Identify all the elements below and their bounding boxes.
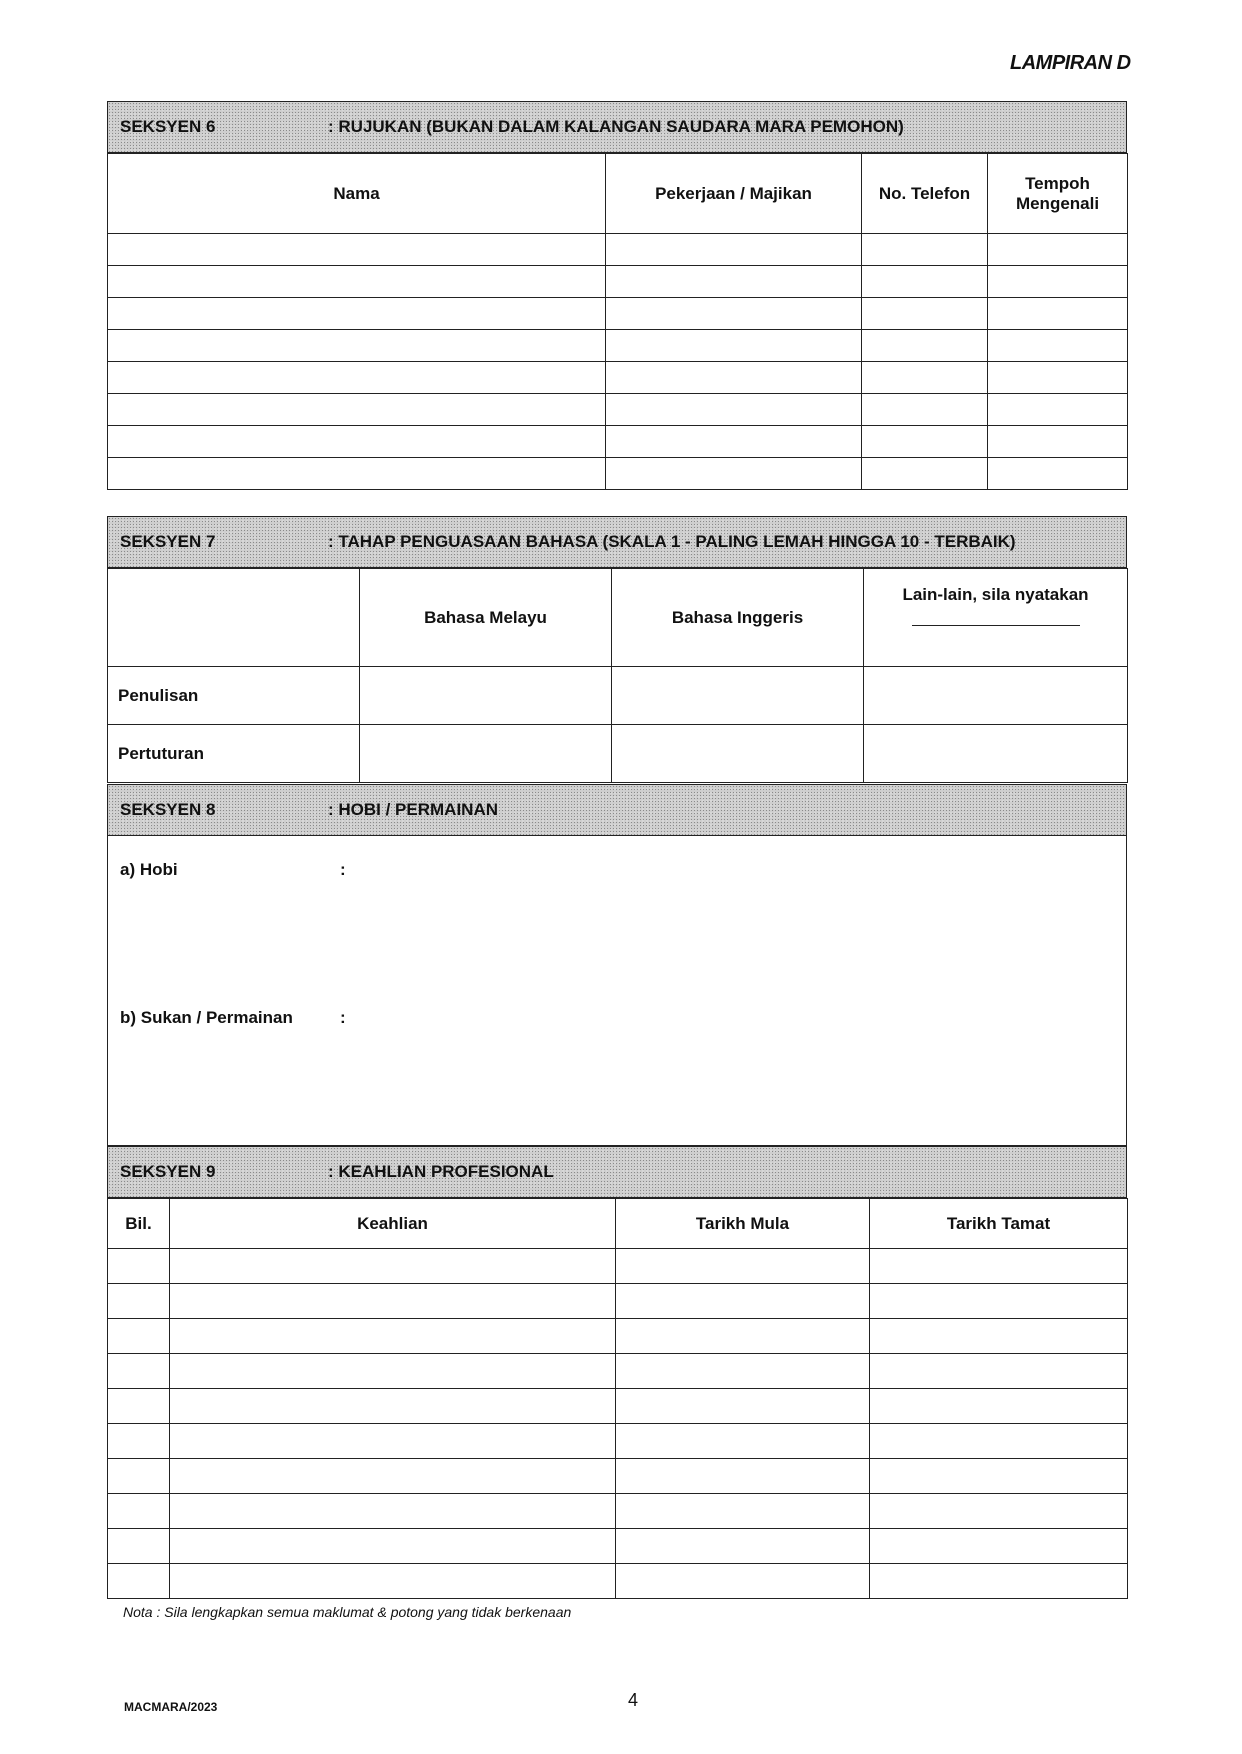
section-9-header [107, 1146, 1127, 1198]
section-9-title: : KEAHLIAN PROFESIONAL [328, 1162, 554, 1181]
section-8-header [107, 784, 1127, 836]
col-header-bahasa-inggeris: Bahasa Inggeris [612, 569, 864, 667]
pekerjaan-cell[interactable] [606, 426, 862, 458]
section-6-number: SEKSYEN 6 [120, 117, 216, 136]
table-row [108, 1249, 1128, 1284]
telefon-cell[interactable] [862, 394, 988, 426]
sport-label: b) Sukan / Permainan [120, 1008, 293, 1027]
hobby-input[interactable] [356, 860, 1056, 880]
keahlian-cell[interactable] [170, 1319, 616, 1354]
footnote: Nota : Sila lengkapkan semua maklumat & potong yang tidak berkenaan [123, 1604, 572, 1620]
table-row [108, 1564, 1128, 1599]
pertuturan-bahasa-melayu[interactable] [360, 725, 612, 783]
tarikh-tamat-cell[interactable] [870, 1424, 1128, 1459]
bil-cell[interactable] [108, 1564, 170, 1599]
col-header-blank [108, 569, 360, 667]
row-label-pertuturan: Pertuturan [108, 725, 360, 783]
table-row [108, 1389, 1128, 1424]
page-number: 4 [628, 1690, 639, 1710]
hobby-box [107, 836, 1127, 1146]
bil-cell[interactable] [108, 1424, 170, 1459]
tempoh-cell[interactable] [988, 362, 1128, 394]
tempoh-cell[interactable] [988, 394, 1128, 426]
form-code: MACMARA/2023 [124, 1700, 218, 1714]
tarikh-tamat-cell[interactable] [870, 1389, 1128, 1424]
tarikh-tamat-cell[interactable] [870, 1529, 1128, 1564]
keahlian-cell[interactable] [170, 1284, 616, 1319]
col-header-tarikh-mula: Tarikh Mula [616, 1199, 870, 1249]
pertuturan-bahasa-inggeris[interactable] [612, 725, 864, 783]
table-row [108, 426, 1128, 458]
pekerjaan-cell[interactable] [606, 266, 862, 298]
hobby-label: a) Hobi [120, 860, 178, 879]
references-table [107, 153, 1128, 490]
language-row-penulisan [108, 667, 1128, 725]
section-7-header [107, 516, 1127, 568]
col-header-bil: Bil. [108, 1199, 170, 1249]
telefon-cell[interactable] [862, 234, 988, 266]
penulisan-lain-lain[interactable] [864, 667, 1128, 725]
language-table [107, 568, 1128, 783]
bil-cell[interactable] [108, 1319, 170, 1354]
nama-cell[interactable] [108, 362, 606, 394]
tarikh-mula-cell[interactable] [616, 1494, 870, 1529]
pekerjaan-cell[interactable] [606, 458, 862, 490]
tarikh-mula-cell[interactable] [616, 1354, 870, 1389]
membership-table [107, 1198, 1128, 1599]
col-header-lain-lain [864, 569, 1128, 667]
keahlian-cell[interactable] [170, 1494, 616, 1529]
table-row [108, 234, 1128, 266]
tarikh-mula-cell[interactable] [616, 1459, 870, 1494]
table-row [108, 266, 1128, 298]
references-rows [108, 234, 1128, 490]
tarikh-tamat-cell[interactable] [870, 1354, 1128, 1389]
bil-cell[interactable] [108, 1354, 170, 1389]
table-row [108, 1529, 1128, 1564]
pekerjaan-cell[interactable] [606, 330, 862, 362]
tempoh-cell[interactable] [988, 330, 1128, 362]
col-header-bahasa-melayu: Bahasa Melayu [360, 569, 612, 667]
section-6-title: : RUJUKAN (BUKAN DALAM KALANGAN SAUDARA MARA PEMOHON) [328, 117, 904, 136]
bil-cell[interactable] [108, 1389, 170, 1424]
keahlian-cell[interactable] [170, 1424, 616, 1459]
table-row [108, 394, 1128, 426]
col-header-nama: Nama [108, 154, 606, 234]
tarikh-tamat-cell[interactable] [870, 1564, 1128, 1599]
tarikh-mula-cell[interactable] [616, 1424, 870, 1459]
table-row [108, 1284, 1128, 1319]
annex-label: LAMPIRAN D [1010, 52, 1131, 74]
keahlian-cell[interactable] [170, 1389, 616, 1424]
col-header-tempoh: Tempoh Mengenali [988, 154, 1128, 234]
col-header-telefon: No. Telefon [862, 154, 988, 234]
sport-field [120, 1008, 1056, 1028]
telefon-cell[interactable] [862, 330, 988, 362]
tarikh-tamat-cell[interactable] [870, 1459, 1128, 1494]
pekerjaan-cell[interactable] [606, 362, 862, 394]
section-7-title: : TAHAP PENGUASAAN BAHASA (SKALA 1 - PALING LEMAH HINGGA 10 - TERBAIK) [328, 532, 1016, 551]
tarikh-mula-cell[interactable] [616, 1564, 870, 1599]
sport-separator: : [340, 1008, 346, 1027]
nama-cell[interactable] [108, 394, 606, 426]
tarikh-tamat-cell[interactable] [870, 1249, 1128, 1284]
telefon-cell[interactable] [862, 266, 988, 298]
tempoh-cell[interactable] [988, 234, 1128, 266]
pertuturan-lain-lain[interactable] [864, 725, 1128, 783]
keahlian-cell[interactable] [170, 1564, 616, 1599]
pekerjaan-cell[interactable] [606, 298, 862, 330]
keahlian-cell[interactable] [170, 1529, 616, 1564]
col-header-keahlian: Keahlian [170, 1199, 616, 1249]
telefon-cell[interactable] [862, 458, 988, 490]
section-6-header [107, 101, 1127, 153]
nama-cell[interactable] [108, 458, 606, 490]
tempoh-cell[interactable] [988, 458, 1128, 490]
table-row [108, 458, 1128, 490]
tarikh-mula-cell[interactable] [616, 1249, 870, 1284]
telefon-cell[interactable] [862, 362, 988, 394]
keahlian-cell[interactable] [170, 1249, 616, 1284]
tarikh-tamat-cell[interactable] [870, 1494, 1128, 1529]
row-label-penulisan: Penulisan [108, 667, 360, 725]
tarikh-mula-cell[interactable] [616, 1284, 870, 1319]
telefon-cell[interactable] [862, 298, 988, 330]
col-header-tarikh-tamat: Tarikh Tamat [870, 1199, 1128, 1249]
sport-input[interactable] [356, 1008, 1056, 1028]
table-row [108, 1459, 1128, 1494]
table-row [108, 1319, 1128, 1354]
section-8-number: SEKSYEN 8 [120, 800, 216, 819]
language-row-pertuturan [108, 725, 1128, 783]
table-row [108, 1424, 1128, 1459]
penulisan-bahasa-inggeris[interactable] [612, 667, 864, 725]
telefon-cell[interactable] [862, 426, 988, 458]
col-header-pekerjaan: Pekerjaan / Majikan [606, 154, 862, 234]
bil-cell[interactable] [108, 1459, 170, 1494]
pekerjaan-cell[interactable] [606, 394, 862, 426]
lain-lain-label: Lain-lain, sila nyatakan [902, 585, 1089, 604]
tarikh-mula-cell[interactable] [616, 1389, 870, 1424]
bil-cell[interactable] [108, 1494, 170, 1529]
nama-cell[interactable] [108, 266, 606, 298]
nama-cell[interactable] [108, 330, 606, 362]
pekerjaan-cell[interactable] [606, 234, 862, 266]
tempoh-cell[interactable] [988, 426, 1128, 458]
tarikh-tamat-cell[interactable] [870, 1284, 1128, 1319]
penulisan-bahasa-melayu[interactable] [360, 667, 612, 725]
keahlian-cell[interactable] [170, 1459, 616, 1494]
nama-cell[interactable] [108, 298, 606, 330]
tarikh-mula-cell[interactable] [616, 1529, 870, 1564]
table-row [108, 362, 1128, 394]
bil-cell[interactable] [108, 1529, 170, 1564]
hobby-field [120, 860, 1056, 880]
table-row [108, 298, 1128, 330]
tempoh-cell[interactable] [988, 298, 1128, 330]
tarikh-tamat-cell[interactable] [870, 1319, 1128, 1354]
section-7-number: SEKSYEN 7 [120, 532, 216, 551]
nama-cell[interactable] [108, 234, 606, 266]
hobby-separator: : [340, 860, 346, 879]
bil-cell[interactable] [108, 1284, 170, 1319]
other-language-input[interactable] [912, 611, 1080, 626]
bil-cell[interactable] [108, 1249, 170, 1284]
table-row [108, 330, 1128, 362]
keahlian-cell[interactable] [170, 1354, 616, 1389]
tempoh-cell[interactable] [988, 266, 1128, 298]
membership-rows [108, 1249, 1128, 1599]
tarikh-mula-cell[interactable] [616, 1319, 870, 1354]
table-row [108, 1494, 1128, 1529]
section-9-number: SEKSYEN 9 [120, 1162, 216, 1181]
section-8-title: : HOBI / PERMAINAN [328, 800, 498, 819]
nama-cell[interactable] [108, 426, 606, 458]
table-row [108, 1354, 1128, 1389]
